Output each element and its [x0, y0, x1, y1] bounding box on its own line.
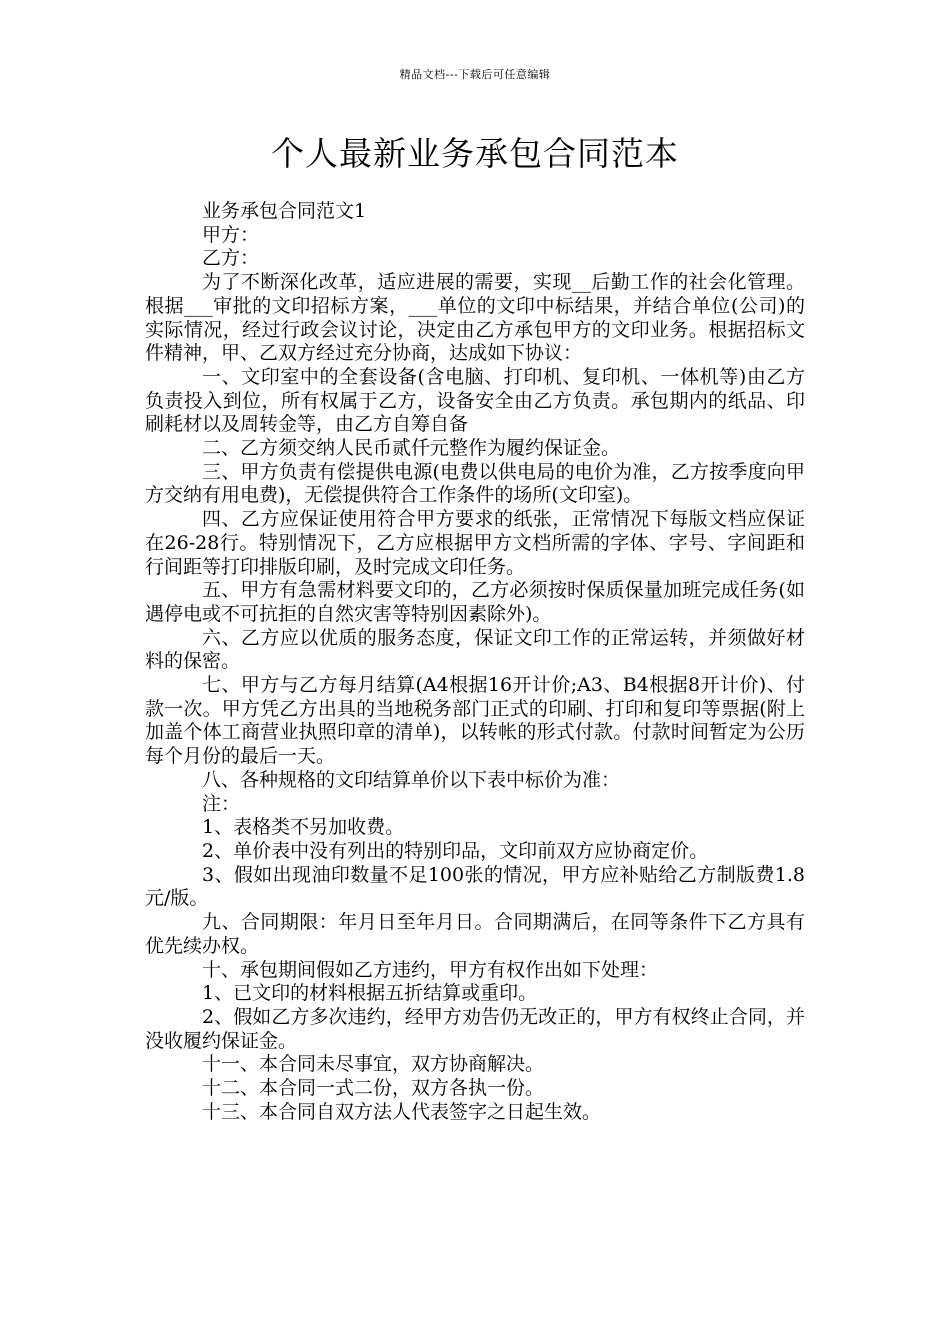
- paragraph: 二、乙方须交纳人民币贰仟元整作为履约保证金。: [202, 437, 621, 460]
- paragraph: 1、已文印的材料根据五折结算或重印。: [202, 982, 538, 1005]
- paragraph: 六、乙方应以优质的服务态度，保证文印工作的正常运转，并须做好材料的保密。: [145, 626, 805, 673]
- paragraph: 1、表格类不另加收费。: [202, 816, 405, 839]
- paragraph: 为了不断深化改革，适应进展的需要，实现__后勤工作的社会化管理。根据___审批的文印招标方案，___单位的文印中标结果，并结合单位(公司)的实际情况，经过行政会议讨论，决定由乙方承包甲方的文印业务。根据招标文件精神，甲、乙双方经过充分协商，达成如下协议：: [145, 271, 805, 365]
- paragraph: 八、各种规格的文印结算单价以下表中标价为准：: [202, 768, 621, 791]
- paragraph: 甲方：: [202, 223, 260, 246]
- paragraph: 2、假如乙方多次违约，经甲方劝告仍无改正的，甲方有权终止合同，并没收履约保证金。: [145, 1005, 805, 1052]
- paragraph: 九、合同期限：年月日至年月日。合同期满后，在同等条件下乙方具有优先续办权。: [145, 911, 805, 957]
- paragraph: 七、甲方与乙方每月结算(A4根据16开计价;A3、B4根据8开计价)、付款一次。甲方凭乙方出具的当地税务部门正式的印刷、打印和复印等票据(附上加盖个体工商营业执照印章的清单)，以转帐的形式付款。付款时间暂定为公历每个月份的最后一天。: [145, 674, 805, 768]
- paragraph: 三、甲方负责有偿提供电源(电费以供电局的电价为准，乙方按季度向甲方交纳有用电费)，无偿提供符合工作条件的场所(文印室)。: [145, 460, 805, 507]
- paragraph: 注：: [202, 792, 241, 815]
- paragraph: 乙方：: [202, 247, 260, 270]
- paragraph: 五、甲方有急需材料要文印的，乙方必须按时保质保量加班完成任务(如遇停电或不可抗拒的自然灾害等特别因素除外)。: [145, 579, 805, 625]
- document-title: 个人最新业务承包合同范本: [271, 134, 679, 173]
- paragraph: 一、文印室中的全套设备(含电脑、打印机、复印机、一体机等)由乙方负责投入到位，所有权属于乙方，设备安全由乙方负责。承包期内的纸品、印刷耗材以及周转金等，由乙方自筹自备: [145, 365, 805, 436]
- paragraph: 十二、本合同一式二份，双方各执一份。: [202, 1077, 545, 1100]
- header-note: 精品文档---下载后可任意编辑: [399, 68, 551, 81]
- paragraph: 3、假如出现油印数量不足100张的情况，甲方应补贴给乙方制版费1.8元/版。: [145, 863, 805, 910]
- paragraph: 业务承包合同范文1: [202, 200, 367, 222]
- paragraph: 十三、本合同自双方法人代表签字之日起生效。: [202, 1100, 602, 1123]
- paragraph: 十一、本合同未尽事宜，双方协商解决。: [202, 1053, 545, 1076]
- paragraph: 2、单价表中没有列出的特别印品，文印前双方应协商定价。: [202, 839, 709, 862]
- paragraph: 四、乙方应保证使用符合甲方要求的纸张，正常情况下每版文档应保证在26-28行。特别情况下，乙方应根据甲方文档所需的字体、字号、字间距和行间距等打印排版印刷，及时完成文印任务。: [145, 508, 805, 578]
- paragraph: 十、承包期间假如乙方违约，甲方有权作出如下处理：: [202, 958, 659, 981]
- document-body: [145, 200, 805, 1124]
